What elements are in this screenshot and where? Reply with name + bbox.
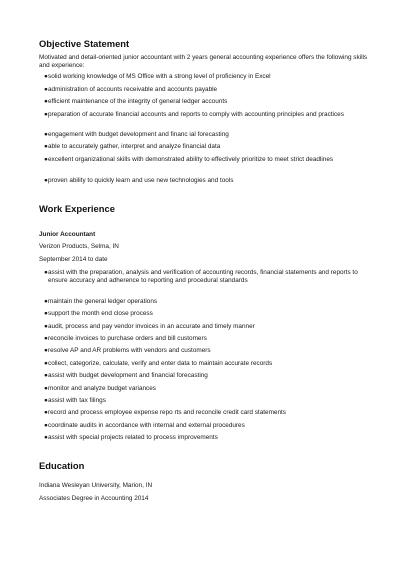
employment-dates: September 2014 to date: [39, 256, 108, 263]
list-item: ● record and process employee expense repo rts and reconcile credit card statements: [44, 409, 286, 416]
list-item: ● support the month end close process: [44, 310, 153, 317]
list-item: ● coordinate audits in accordance with internal and external procedures: [44, 422, 245, 429]
education-heading: Education: [39, 460, 85, 471]
list-item: ● able to accurately gather, interpret and analyze financial data: [44, 143, 221, 150]
list-item: ● preparation of accurate financial accounts and reports to comply with accounting principles and practices: [44, 111, 344, 118]
company-name: Verizon Products, Selma, IN: [39, 243, 119, 250]
list-item: ● monitor and analyze budget variances: [44, 385, 156, 392]
list-item: ● excellent organizational skills with demonstrated ability to effectively prioritize to meet strict deadlines: [44, 156, 334, 163]
list-item: ● administration of accounts receivable and accounts payable: [44, 86, 218, 93]
list-item: ● assist with the preparation, analysis and verification of accounting records, financial statements and reports to ensure accuracy and adherence to reporting and procedural standards: [44, 269, 358, 285]
list-item: ● assist with tax filings: [44, 397, 106, 404]
list-item: ● maintain the general ledger operations: [44, 298, 158, 305]
list-item: ● efficient maintenance of the integrity of general ledger accounts: [44, 98, 228, 105]
list-item: ● audit, process and pay vendor invoices in an accurate and timely manner: [44, 323, 255, 330]
list-item: ● resolve AP and AR problems with vendors and customers: [44, 347, 211, 354]
list-item: ● assist with special projects related to process improvements: [44, 434, 218, 441]
list-item: ● reconcile invoices to purchase orders and bill customers: [44, 335, 207, 342]
list-item: ● proven ability to quickly learn and use new technologies and tools: [44, 177, 234, 184]
list-item: ● collect, categorize, calculate, verify and enter data to maintain accurate records: [44, 360, 273, 367]
list-item: ● engagement with budget development and financ ial forecasting: [44, 131, 229, 138]
objective-intro: Motivated and detail-oriented junior accountant with 2 years general accounting experience offers the following skills and experience:: [39, 54, 368, 70]
school-name: Indiana Wesleyan University, Marion, IN: [39, 482, 153, 489]
job-title: Junior Accountant: [39, 231, 96, 238]
list-item: ● solid working knowledge of MS Office with a strong level of proficiency in Excel: [44, 73, 271, 80]
objective-heading: Objective Statement: [39, 38, 130, 49]
experience-heading: Work Experience: [39, 203, 115, 214]
degree: Associates Degree in Accounting 2014: [39, 495, 149, 502]
list-item: ● assist with budget development and financial forecasting: [44, 372, 208, 379]
